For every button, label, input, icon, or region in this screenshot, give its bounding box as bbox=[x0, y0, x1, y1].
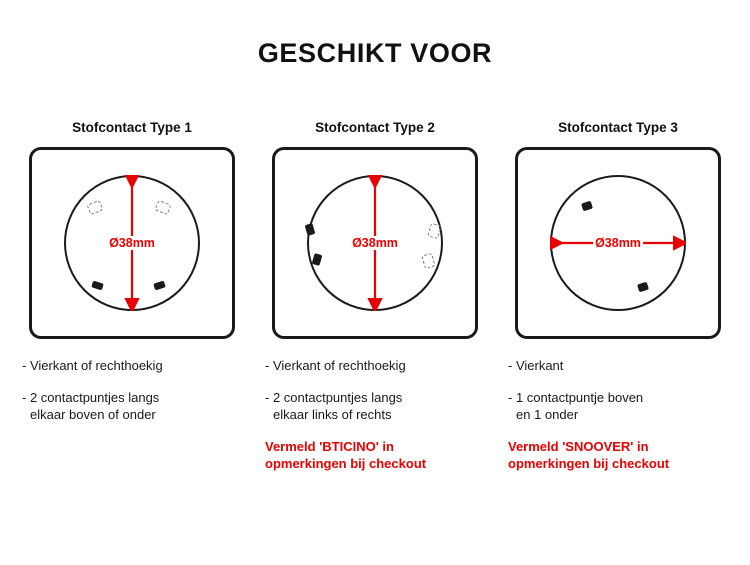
list-item: - Vierkant of rechthoekig bbox=[22, 358, 163, 373]
list-item-line1: - 2 contactpuntjes langs bbox=[22, 390, 160, 405]
socket-type-2-diameter-label: Ø38mm bbox=[352, 236, 398, 250]
socket-type-3-title: Stofcontact Type 3 bbox=[558, 120, 678, 135]
socket-type-2-title: Stofcontact Type 2 bbox=[315, 120, 435, 135]
socket-type-2-bullets bbox=[261, 357, 475, 472]
list-item-line1: - 1 contactpuntje boven bbox=[508, 390, 644, 405]
socket-type-1-diameter-label: Ø38mm bbox=[109, 236, 155, 250]
socket-type-3-column bbox=[504, 120, 732, 472]
socket-type-3-diagram bbox=[515, 147, 721, 339]
list-item: - Vierkant of rechthoekig bbox=[265, 358, 406, 373]
socket-type-2-column bbox=[261, 120, 489, 472]
list-item bbox=[508, 389, 718, 423]
list-item-line2: en 1 onder bbox=[516, 407, 579, 422]
list-item bbox=[22, 389, 232, 423]
socket-type-2-note: Vermeld 'BTICINO' in opmerkingen bij checkout bbox=[265, 439, 427, 471]
socket-types-row bbox=[18, 120, 732, 472]
socket-type-3-bullets bbox=[504, 357, 718, 472]
list-item bbox=[265, 389, 475, 423]
socket-type-1-column bbox=[18, 120, 246, 472]
socket-type-2-diagram bbox=[272, 147, 478, 339]
socket-type-3-diameter-label: Ø38mm bbox=[595, 236, 641, 250]
list-item-line2: elkaar boven of onder bbox=[30, 407, 156, 422]
socket-type-1-title: Stofcontact Type 1 bbox=[72, 120, 192, 135]
socket-type-1-diagram bbox=[29, 147, 235, 339]
socket-type-3-note: Vermeld 'SNOOVER' in opmerkingen bij checkout bbox=[508, 439, 670, 471]
socket-type-1-bullets bbox=[18, 357, 232, 438]
list-item: - Vierkant bbox=[508, 358, 564, 373]
list-item-line2: elkaar links of rechts bbox=[273, 407, 392, 422]
list-item-line1: - 2 contactpuntjes langs bbox=[265, 390, 403, 405]
page-title: GESCHIKT VOOR bbox=[257, 38, 493, 68]
